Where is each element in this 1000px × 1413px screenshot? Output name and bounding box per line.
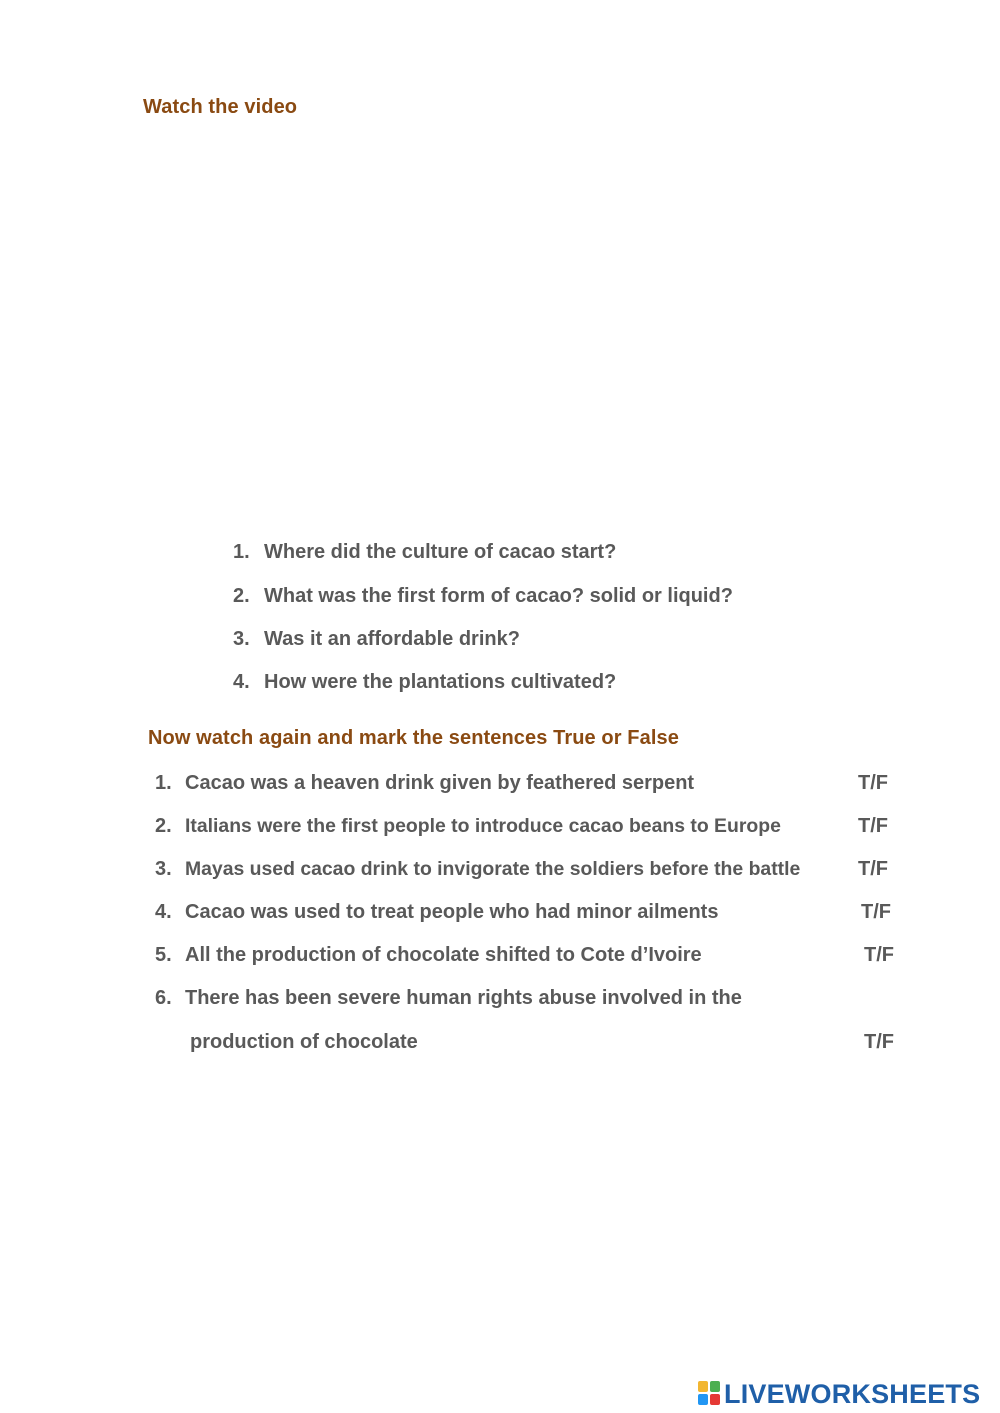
statement-number: 3.	[155, 858, 172, 880]
statement-text: All the production of chocolate shifted to Cote d’Ivoire	[185, 944, 702, 966]
question-text: How were the plantations cultivated?	[264, 671, 617, 693]
statement-text: There has been severe human rights abuse involved in the	[185, 987, 742, 1009]
true-false-heading: Now watch again and mark the sentences True or False	[148, 727, 679, 749]
watch-video-heading: Watch the video	[143, 96, 298, 118]
question-text: Was it an affordable drink?	[264, 628, 520, 650]
statement-number: 6.	[155, 987, 172, 1009]
question-text: What was the first form of cacao? solid or liquid?	[264, 585, 733, 607]
question-text: Where did the culture of cacao start?	[264, 541, 617, 563]
question-number: 4.	[233, 671, 250, 693]
statement-text: Mayas used cacao drink to invigorate the soldiers before the battle	[185, 858, 801, 880]
question-number: 3.	[233, 628, 250, 650]
statement-number: 2.	[155, 815, 172, 837]
true-false-marker: T/F	[861, 901, 891, 923]
brand-name: LIVEWORKSHEETS	[724, 1378, 981, 1409]
true-false-marker: T/F	[864, 1031, 894, 1053]
statement-continuation: production of chocolate	[190, 1031, 418, 1053]
question-number: 1.	[233, 541, 250, 563]
liveworksheets-logo-icon	[698, 1381, 722, 1407]
statement-number: 5.	[155, 944, 172, 966]
statement-text: Cacao was a heaven drink given by feathered serpent	[185, 772, 695, 794]
statement-number: 1.	[155, 772, 172, 794]
true-false-marker: T/F	[864, 944, 894, 966]
statement-number: 4.	[155, 901, 172, 923]
true-false-marker: T/F	[858, 815, 888, 837]
liveworksheets-brand	[698, 1378, 980, 1410]
statement-text: Cacao was used to treat people who had minor ailments	[185, 901, 719, 923]
true-false-marker: T/F	[858, 858, 888, 880]
statement-text: Italians were the first people to introduce cacao beans to Europe	[185, 815, 781, 837]
true-false-marker: T/F	[858, 772, 888, 794]
question-number: 2.	[233, 585, 250, 607]
